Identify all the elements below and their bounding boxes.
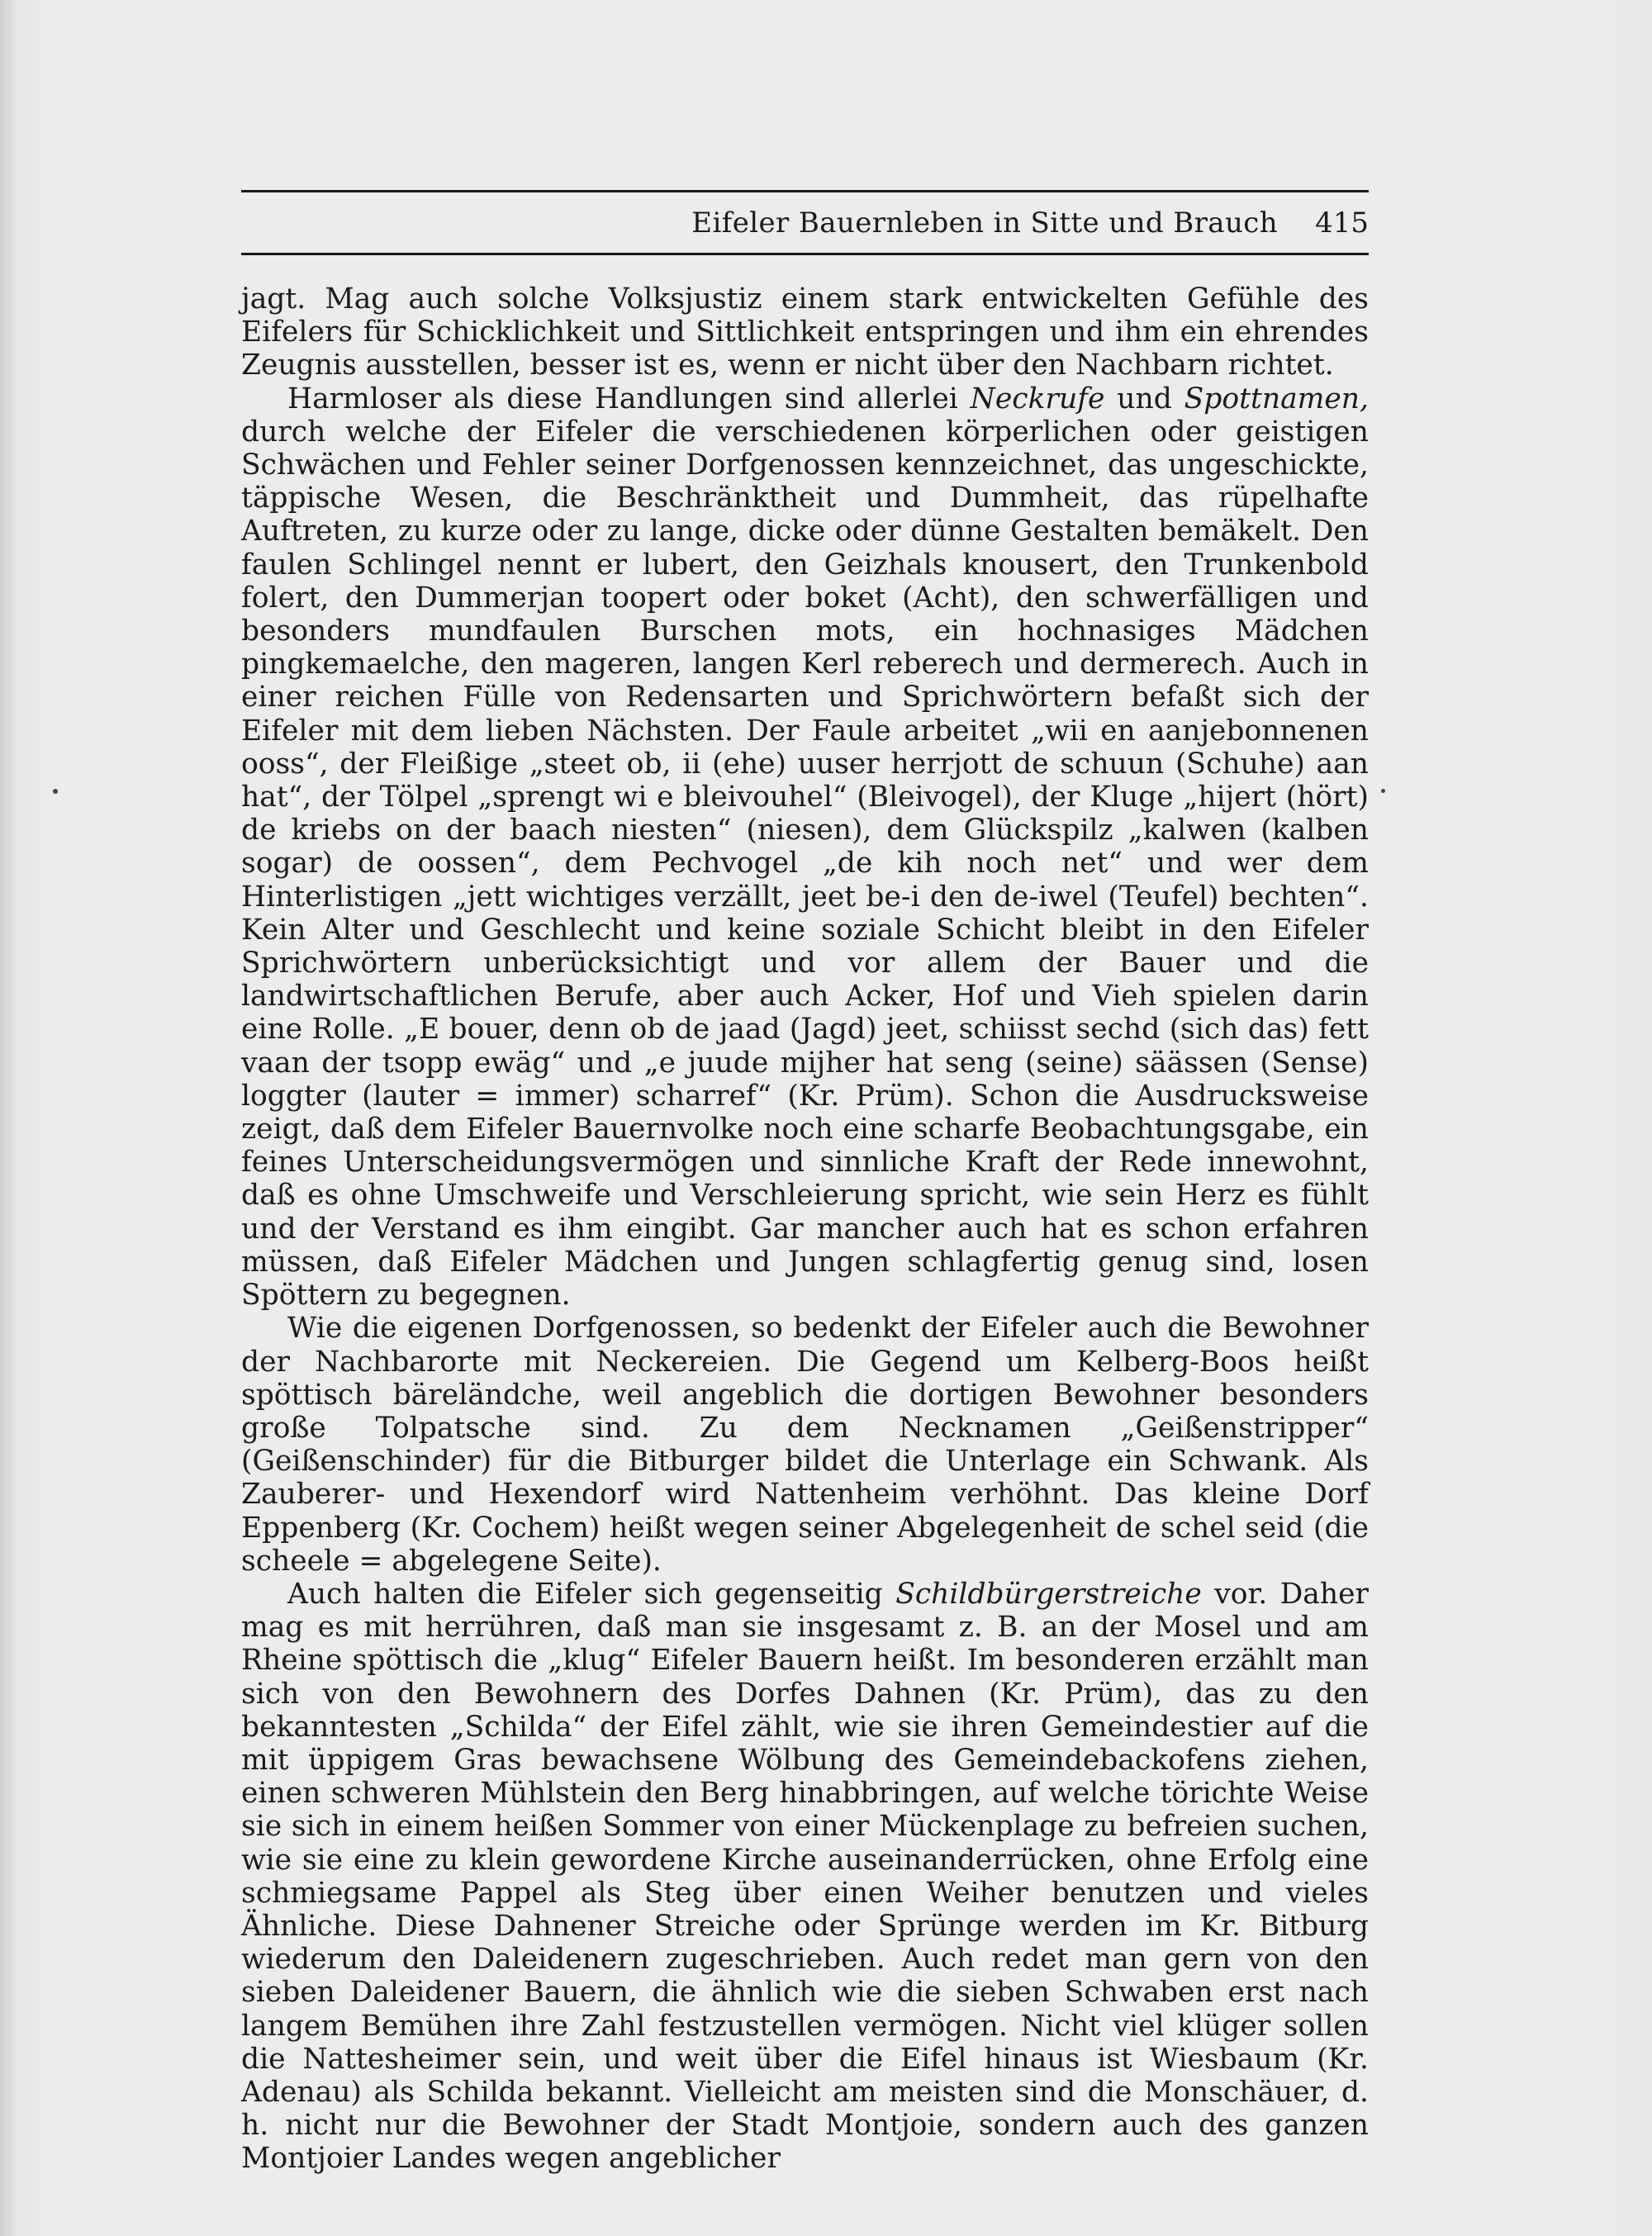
text-run: Harmloser als diese Handlungen sind allerlei [287,382,971,415]
italic-term: Neckrufe [970,382,1105,415]
running-header-title: Eifeler Bauernleben in Sitte und Brauch [691,207,1278,240]
header-rule-bottom [241,253,1369,255]
body-text [241,282,1369,2176]
text-run: vor. Daher mag es mit herrühren, daß man sie insgesamt z. B. an der Mosel und am Rheine spöttisch die „klug“ Eifeler Bauern heißt. Im besonderen erzählt man sich von den Bewohnern des Dorfes Dahnen (Kr. Prüm), das zu den bekanntesten „Schilda“ der Eifel zählt, wie sie ihren Gemeindestier auf die mit üppigem Gras bewachsene Wölbung des Gemeindebackofens ziehen, einen schweren Mühlstein den Berg hinabbringen, auf welche törichte Weise sie sich in einem heißen Sommer von einer Mückenplage zu befreien suchen, wie sie eine zu klein gewordene Kirche auseinanderrücken, ohne Erfolg eine schmiegsame Pappel als Steg über einen Weiher benutzen und vieles Ähnliche. Diese Dahnener Streiche oder Sprünge werden im Kr. Bitburg wiederum den Daleidenern zugeschrieben. Auch redet man gern von den sieben Daleidener Bauern, die ähnlich wie die sieben Schwaben erst nach langem Bemühen ihre Zahl festzustellen vermögen. Nicht viel klüger sollen die Nattesheimer sein, und weit über die Eifel hinaus ist Wiesbaum (Kr. Adenau) als Schilda bekannt. Vielleicht am meisten sind die Monschäuer, d. h. nicht nur die Bewohner der Stadt Montjoie, sondern auch des ganzen Montjoier Landes wegen angeblicher [241,1577,1369,2176]
text-run: durch welche der Eifeler die verschiedenen körperlichen oder geistigen Schwächen und Fehler seiner Dorfgenossen kennzeichnet, das ungeschickte, täppische Wesen, die Beschränktheit und Dummheit, das rüpelhafte Auftreten, zu kurze oder zu lange, dicke oder dünne Gestalten bemäkelt. Den faulen Schlingel nennt er lubert, den Geizhals knousert, den Trunkenbold folert, den Dummerjan toopert oder boket (Acht), den schwerfälligen und besonders mundfaulen Burschen mots, ein hochnasiges Mädchen pingkemaelche, den mageren, langen Kerl reberech und dermerech. Auch in einer reichen Fülle von Redensarten und Sprichwörtern befaßt sich der Eifeler mit dem lieben Nächsten. Der Faule arbeitet „wii en aanjebonnenen ooss“, der Fleißige „steet ob, ii (ehe) uuser herrjott de schuun (Schuhe) aan hat“, der Tölpel „sprengt wi e bleivouhel“ (Bleivogel), der Kluge „hijert (hört) de kriebs on der baach niesten“ (niesen), dem Glückspilz „kalwen (kalben sogar) de oossen“, dem Pechvogel „de kih noch net“ und wer dem Hinterlistigen „jett wichtiges verzällt, jeet be-i den de-iwel (Teufel) bechten“. Kein Alter und Geschlecht und keine soziale Schicht bleibt in den Eifeler Sprichwörtern unberücksichtigt und vor allem der Bauer und die landwirtschaftlichen Berufe, aber auch Acker, Hof und Vieh spielen darin eine Rolle. „E bouer, denn ob de jaad (Jagd) jeet, schiisst sechd (sich das) fett vaan der tsopp ewäg“ und „e juude mijher hat seng (seine) säässen (Sense) loggter (lauter = immer) scharref“ (Kr. Prüm). Schon die Ausdrucksweise zeigt, daß dem Eifeler Bauernvolke noch eine scharfe Beobachtungsgabe, ein feines Unterscheidungsvermögen und sinnliche Kraft der Rede innewohnt, daß es ohne Umschweife und Verschleierung spricht, wie sein Herz es fühlt und der Verstand es ihm eingibt. Gar mancher auch hat es schon erfahren müssen, daß Eifeler Mädchen und Jungen schlagfertig genug sind, losen Spöttern zu begegnen. [241,415,1369,1313]
paragraph [241,382,1369,1313]
paragraph [241,282,1369,382]
text-run: Auch halten die Eifeler sich gegenseitig [287,1577,896,1611]
print-speck [1381,789,1385,793]
page-number: 415 [1315,207,1369,240]
text-run: jagt. Mag auch solche Volksjustiz einem stark entwickelten Gefühle des Eifelers für Schicklichkeit und Sittlichkeit entspringen und ihm ein ehrendes Zeugnis ausstellen, besser ist es, wenn er nicht über den Nachbarn richtet. [241,282,1369,382]
italic-term: Schildbürgerstreiche [895,1577,1202,1611]
text-run: Wie die eigenen Dorfgenossen, so bedenkt der Eifeler auch die Bewohner der Nachbarorte mit Neckereien. Die Gegend um Kelberg-Boos heißt spöttisch bäreländche, weil angeblich die dortigen Bewohner besonders große Tolpatsche sind. Zu dem Necknamen „Geißenstripper“ (Geißenschinder) für die Bitburger bildet die Unterlage ein Schwank. Als Zauberer- und Hexendorf wird Nattenheim verhöhnt. Das kleine Dorf Eppenberg (Kr. Cochem) heißt wegen seiner Abgelegenheit de schel seid (die scheele = abgelegene Seite). [241,1312,1369,1578]
paragraph [241,1312,1369,1578]
running-header [241,207,1369,249]
text-run: und [1104,382,1184,415]
paragraph [241,1578,1369,2176]
italic-term: Spottnamen, [1184,382,1369,415]
print-speck [53,789,58,794]
header-rule-top [241,190,1369,192]
